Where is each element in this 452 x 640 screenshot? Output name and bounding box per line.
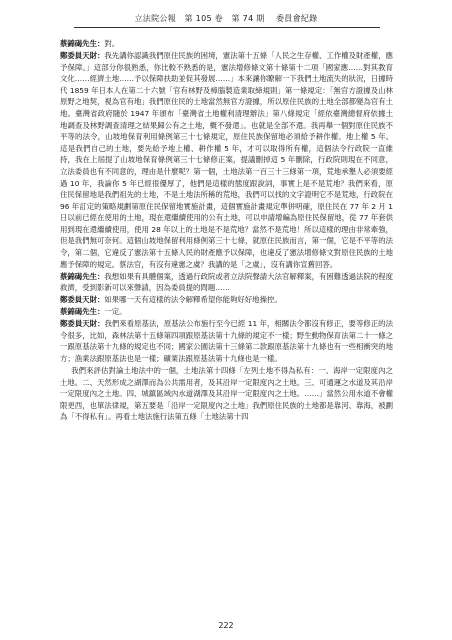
transcript-paragraph (60, 294, 393, 306)
transcript-paragraph (60, 365, 393, 423)
speaker-label: 鄭委員天財： (60, 50, 105, 60)
speech-text: 一定。 (104, 307, 127, 317)
speech-text: 我們來看原基法，原基法公布施行至今已經 11 年，相關法令都沒有修正，要等修正的法令很多，比如，森林法第十五條第四項跟原基法第十九條的規定不一樣；野生動物保育法第二十一條之一跟原基法第十九條的規定也不同；國家公園法第十三條第二款跟原基法第十九條也有一些相衝突的地方；漁業法跟原基法也是一樣；礦業法跟原基法第十九條也是一樣。 (60, 319, 393, 363)
section-label: 委員會紀錄 (275, 14, 318, 23)
transcript-paragraph (60, 38, 393, 50)
transcript-paragraph (60, 50, 393, 270)
page-number: 222 (218, 621, 234, 630)
speech-text: 對。 (104, 39, 120, 48)
page-header (0, 13, 452, 24)
issue-label: 第 74 期 (231, 14, 265, 23)
transcript-paragraph (60, 306, 393, 318)
speaker-label: 蔡錦碣先生： (60, 39, 105, 48)
transcript-paragraph (60, 318, 393, 364)
speech-text: 我先講你認識我們原住民族的困境，憲法第十五條「人民之生存權、工作權及財產權，應予保障。」這部分你很熟悉，你比較不熟悉的是，憲法增修條文第十條第十二項「國家應……對其教育文化……經濟土地……予以保障扶助並促其發展……」本來讓你瞭解一下我們土地流失的狀況，日據時代 1859 年日本人在第二十六號「官有林野及樟腦製造業取締規則」第一條規定：「無官方證據及山林原野之地契，視為官有地」我們原住民的土地當然無官方證據，所以原住民族的土地全部都變為官有土地。臺灣省政府隨於 1947 年頒布「臺灣省土地權利清理辦法」第八條規定「經依臺灣總督府依據土地調查及林野調查清理之結果歸公有之土地，概不發還」。也就是全部不還。我再舉一個對原住民族不平等的法令，山坡地保育利用條例第三十七條規定，原住民族保留地必須給予耕作權、地上權 5 年。這是我們自己的土地，要先給予地上權、耕作權 5 年，才可以取得所有權，這個法令行政院一直維持，我在上屆提了山坡地保育條例第三十七條修正案，提議刪掉這 5 年刪除，行政院則現在不同意，立法委員也有不同意的，理由是什麼呢？第一個，土地法第一百三十三條第一項，荒地承墾人必須要經過 10 年，我論你 5 年已經很優厚了，他們是這樣的態度跟說詞，事實上是不是荒地？我們來看，原住民保留地是我們祖先的土地，不是土地法所稱的荒地，我們可以找的文字證明它不是荒地，行政院在 96 年訂定的策略規劃第原住民保留地實施計畫，這個實施計畫規定準併明確，原住民在 77 年 2 月 1 日以前已經在使用的土地，現在還繼續使用的公有土地，可以申請增編為原住民保留地，從 77 年套供用到現在還繼續使用，使用 28 年以上的土地是不是荒地？當然不是荒地！所以這樣的理由非常牽強，但是我們無可奈何。這個山坡地保留利用條例第三十七條，就原住民族而言，第一個，它是不平等的法令，第二個，它違反了憲法第十五條人民的財產應予以保障，也違反了憲法增修條文對原住民族的土地應予保障的規定。蔡法官，有沒有違憲之虞？我講的是「之虞」，沒有講你宣舊回答。 (60, 50, 393, 269)
speech-text: 我們來評估對論土地法中的一個，土地法第十四條「左列土地不得為私有：一、海岸一定限度內之土地。二、天然形成之湖澤而為公共需用者，及其沿岸一定限度內之土地。三、可通運之水道及其沿岸一定限度內之土地。四、城鎮區域內水道湖澤及其沿岸一定限度內之土地。……」當然公用水道不會權限更西，也單法律規，第五要是「沿岸一定限度內之土地」我們原住民族的土地都是靠河、靠海，被劃為「不得私有」。再看土地法施行法第五條「土地法第十四 (60, 365, 393, 422)
transcript-paragraph (60, 271, 393, 294)
speaker-label: 蔡錦碣先生： (60, 271, 105, 281)
speaker-label: 鄭委員天財： (60, 295, 105, 305)
speaker-label: 蔡錦碣先生： (60, 307, 105, 317)
volume-label: 第 105 卷 (184, 14, 223, 23)
speech-text: 我想如果有具體個案，透過行政院或者立法院聲請大法官解釋案，有困難透過法院的程度救濟，受到影新可以來聲請，因為委員提的問題…… (60, 271, 393, 293)
transcript-body (60, 38, 393, 423)
speaker-label: 鄭委員天財： (60, 319, 105, 329)
header-divider (74, 27, 380, 28)
speech-text: 如果哪一天有這樣的法令解釋希望你能夠好好地操控。 (104, 295, 282, 305)
gazette-name: 立法院公報 (134, 14, 176, 23)
